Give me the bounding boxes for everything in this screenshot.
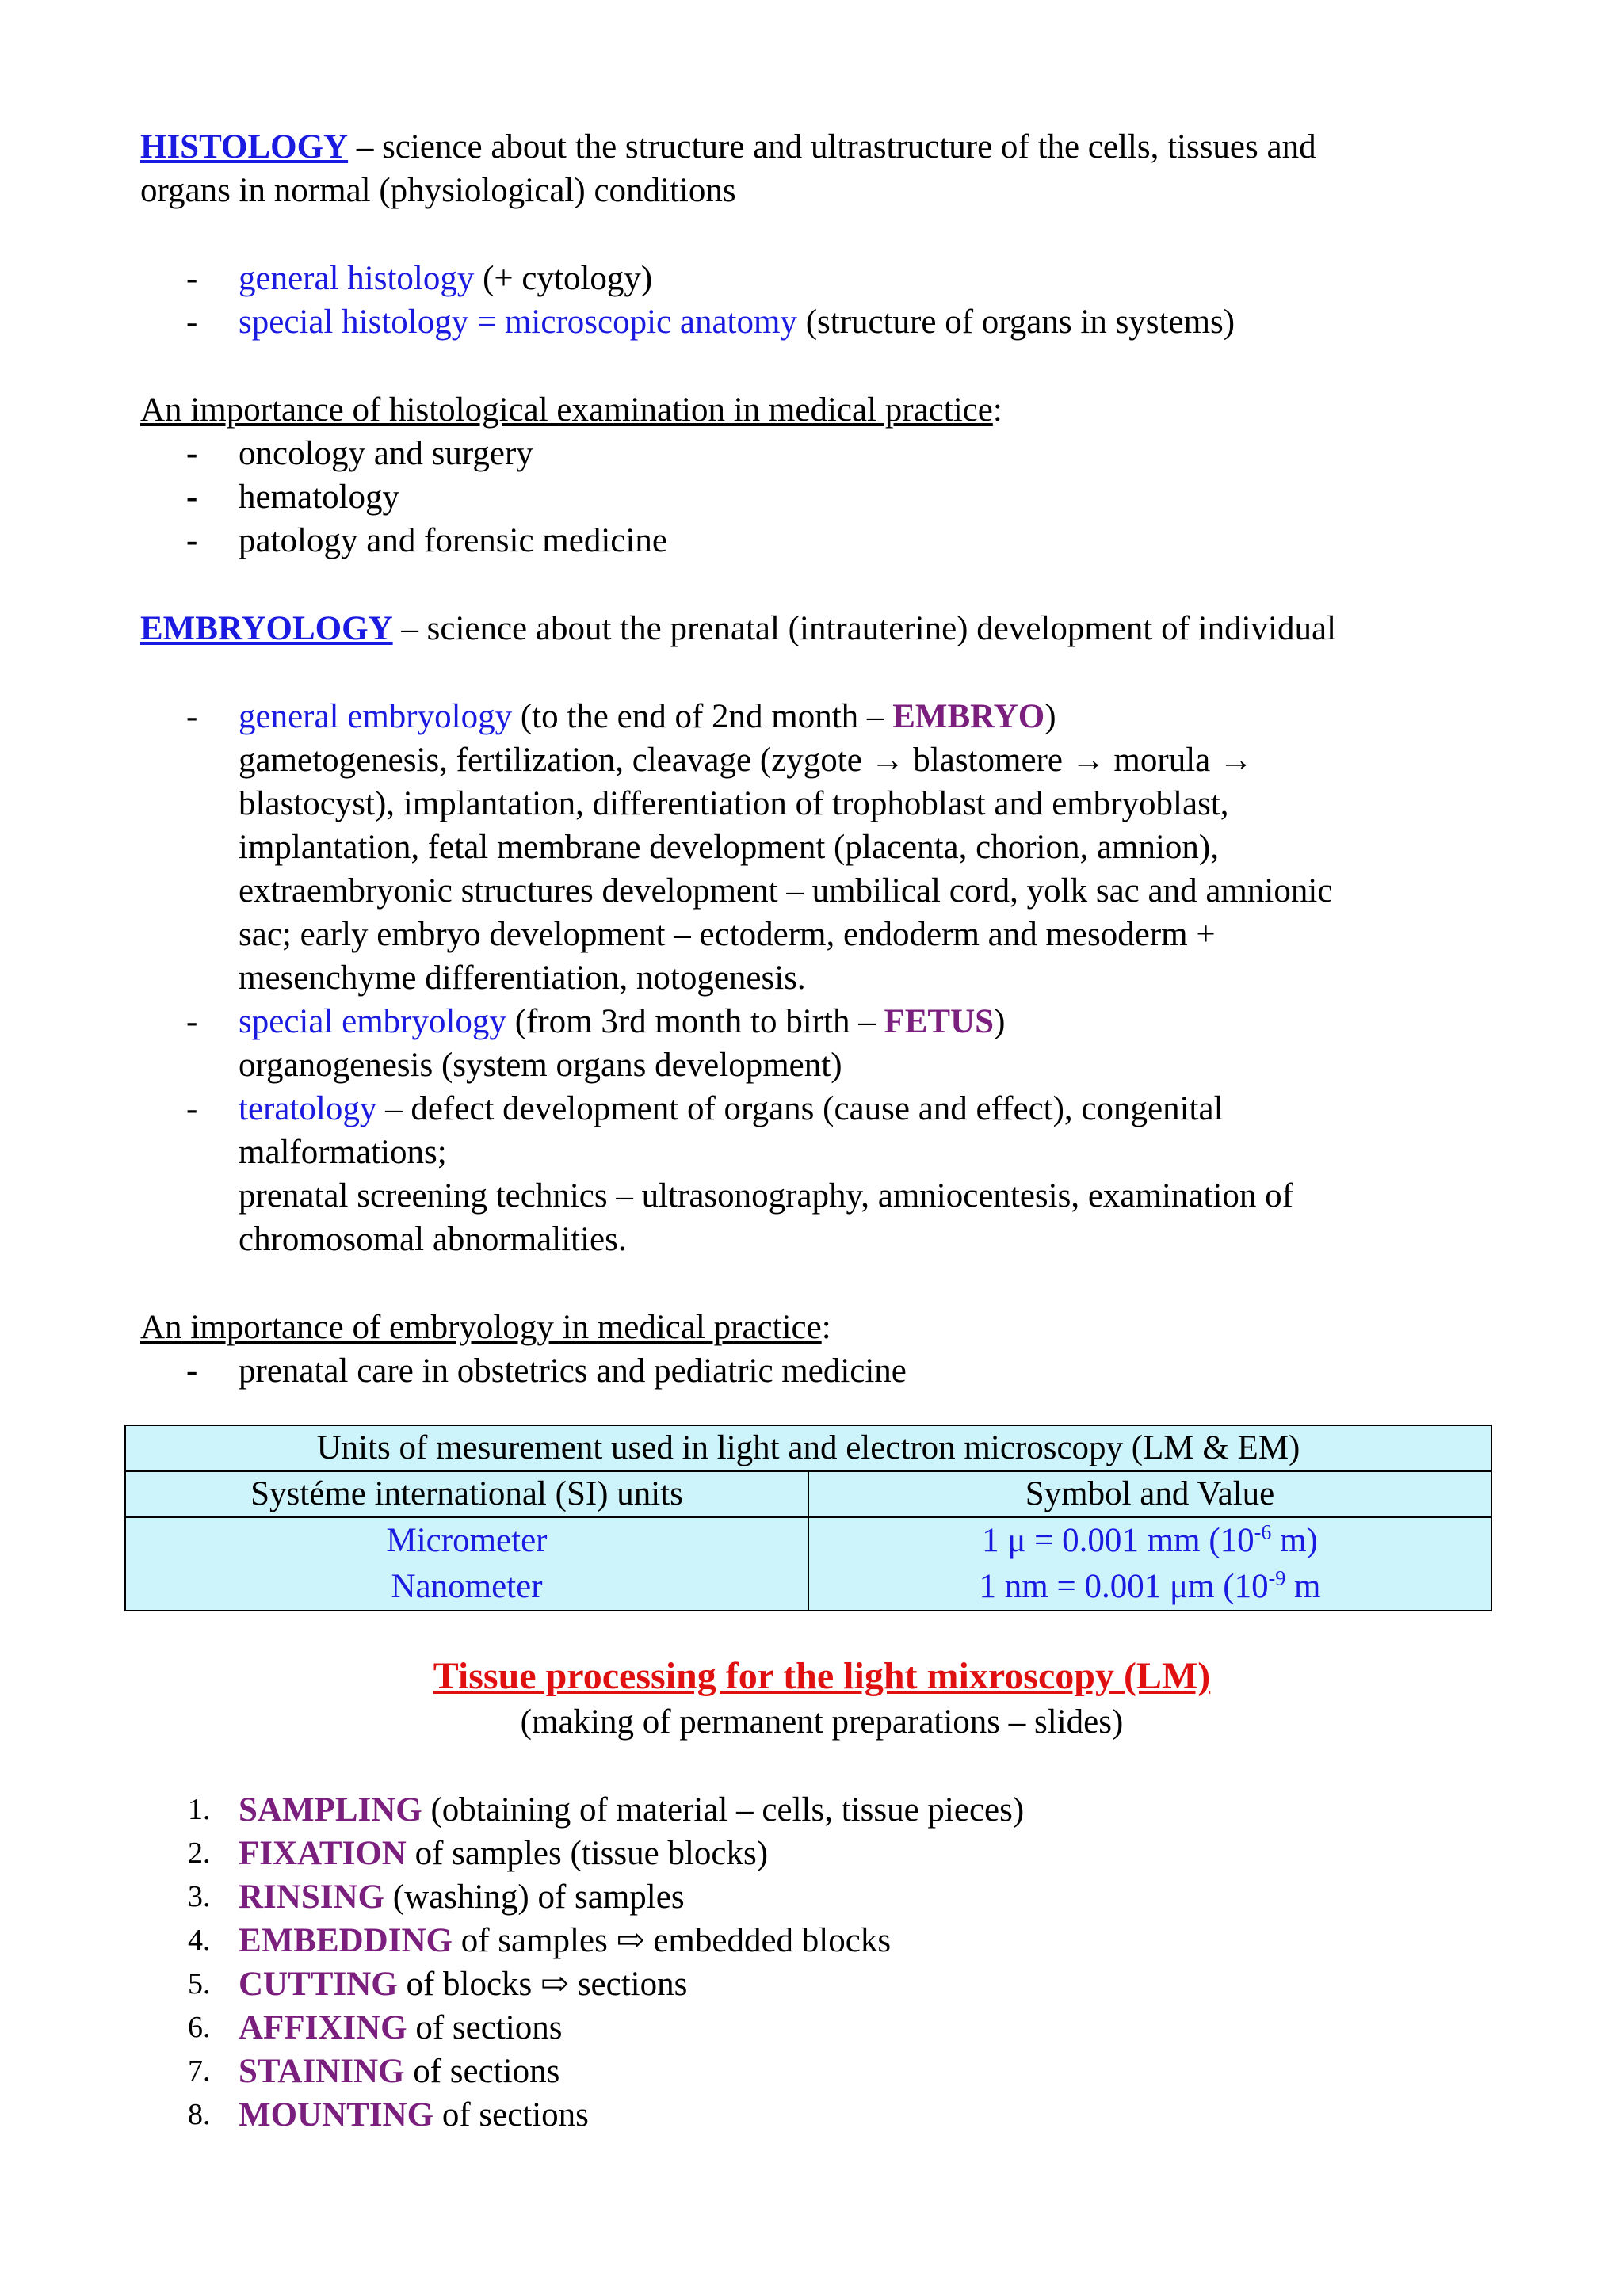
histology-definition-line1: – science about the structure and ultrastructure of the cells, tissues and (348, 128, 1316, 166)
processing-subtitle: (making of permanent preparations – slides) (520, 1703, 1124, 1741)
list-item: - oncology and surgery (186, 435, 533, 472)
embryology-branches (140, 695, 1503, 1261)
list-item: - prenatal care in obstetrics and pediatric medicine (186, 1352, 907, 1390)
list-item: 1. SAMPLING (obtaining of material – cells, tissue pieces) (188, 1791, 1025, 1829)
embryology-definition (140, 607, 1503, 650)
units-names-cell: Micrometer Nanometer (125, 1517, 808, 1611)
branch-name: general histology (239, 260, 475, 297)
histology-definition-line2: organs in normal (physiological) conditions (140, 172, 736, 209)
histology-importance-list (140, 432, 1503, 563)
list-item: 8. MOUNTING of sections (188, 2096, 589, 2134)
histology-definition (140, 125, 1503, 212)
branch-note: (structure of organs in systems) (796, 303, 1235, 341)
list-item: - patology and forensic medicine (186, 522, 667, 559)
list-item: - general histology (+ cytology) (186, 260, 653, 297)
units-values-cell: 1 μ = 0.001 mm ($10^{-6}$ m) 1 nm = 0.001 μm ($10^{-9}$ m (808, 1517, 1491, 1611)
list-item: 4. EMBEDDING of samples ⇨ embedded blocks (188, 1922, 892, 1959)
branch-note: (+ cytology) (474, 260, 653, 297)
histology-term: HISTOLOGY (140, 128, 349, 166)
branch-name: special histology = microscopic anatomy (239, 303, 797, 341)
list-item: - special embryology (from 3rd month to birth – FETUS) organogenesis (system organs development) (186, 1003, 1006, 1084)
units-col1-header: Systéme international (SI) units (125, 1471, 808, 1517)
embryology-importance-list (140, 1349, 1503, 1393)
units-table (124, 1425, 1492, 1611)
processing-title: Tissue processing for the light mixroscopy (LM) (433, 1655, 1211, 1697)
list-item: 7. STAINING of sections (188, 2053, 560, 2090)
embryology-term: EMBRYOLOGY (140, 610, 393, 647)
list-item: - general embryology (to the end of 2nd month – EMBRYO) gametogenesis, fertilization, cleavage (zygote → blastomere → morula → blastocyst), implantation, differentiation of trophoblast and embryoblast, implantation, fetal membrane development (placenta, chorion, amnion), extraembryonic structures development – umbilical cord, yolk sac and amnionic sac; early embryo development – ectoderm, endoderm and mesoderm + mesenchyme differentiation, notogenesis. (186, 698, 1333, 997)
list-item: - special histology = microscopic anatomy (structure of organs in systems) (186, 303, 1235, 341)
processing-steps (140, 1788, 1503, 2137)
histology-branches (140, 257, 1503, 344)
embryology-importance-heading: An importance of embryology in medical practice: (140, 1309, 831, 1346)
units-table-title: Units of mesurement used in light and electron microscopy (LM & EM) (125, 1425, 1491, 1471)
embryology-definition-text: – science about the prenatal (intrauterine) development of individual (392, 610, 1337, 647)
list-item: 2. FIXATION of samples (tissue blocks) (188, 1835, 769, 1872)
document-page (140, 125, 1503, 2137)
histology-importance-heading: An importance of histological examination in medical practice: (140, 391, 1002, 429)
list-item: - hematology (186, 479, 400, 516)
list-item: 3. RINSING (washing) of samples (188, 1878, 685, 1916)
list-item: 6. AFFIXING of sections (188, 2009, 563, 2046)
units-col2-header: Symbol and Value (808, 1471, 1491, 1517)
list-item: 5. CUTTING of blocks ⇨ sections (188, 1966, 688, 2003)
list-item: - teratology – defect development of organs (cause and effect), congenital malformations; prenatal screening technics – ultrasonography, amniocentesis, examination of chromosomal abnormalities. (186, 1090, 1293, 1258)
